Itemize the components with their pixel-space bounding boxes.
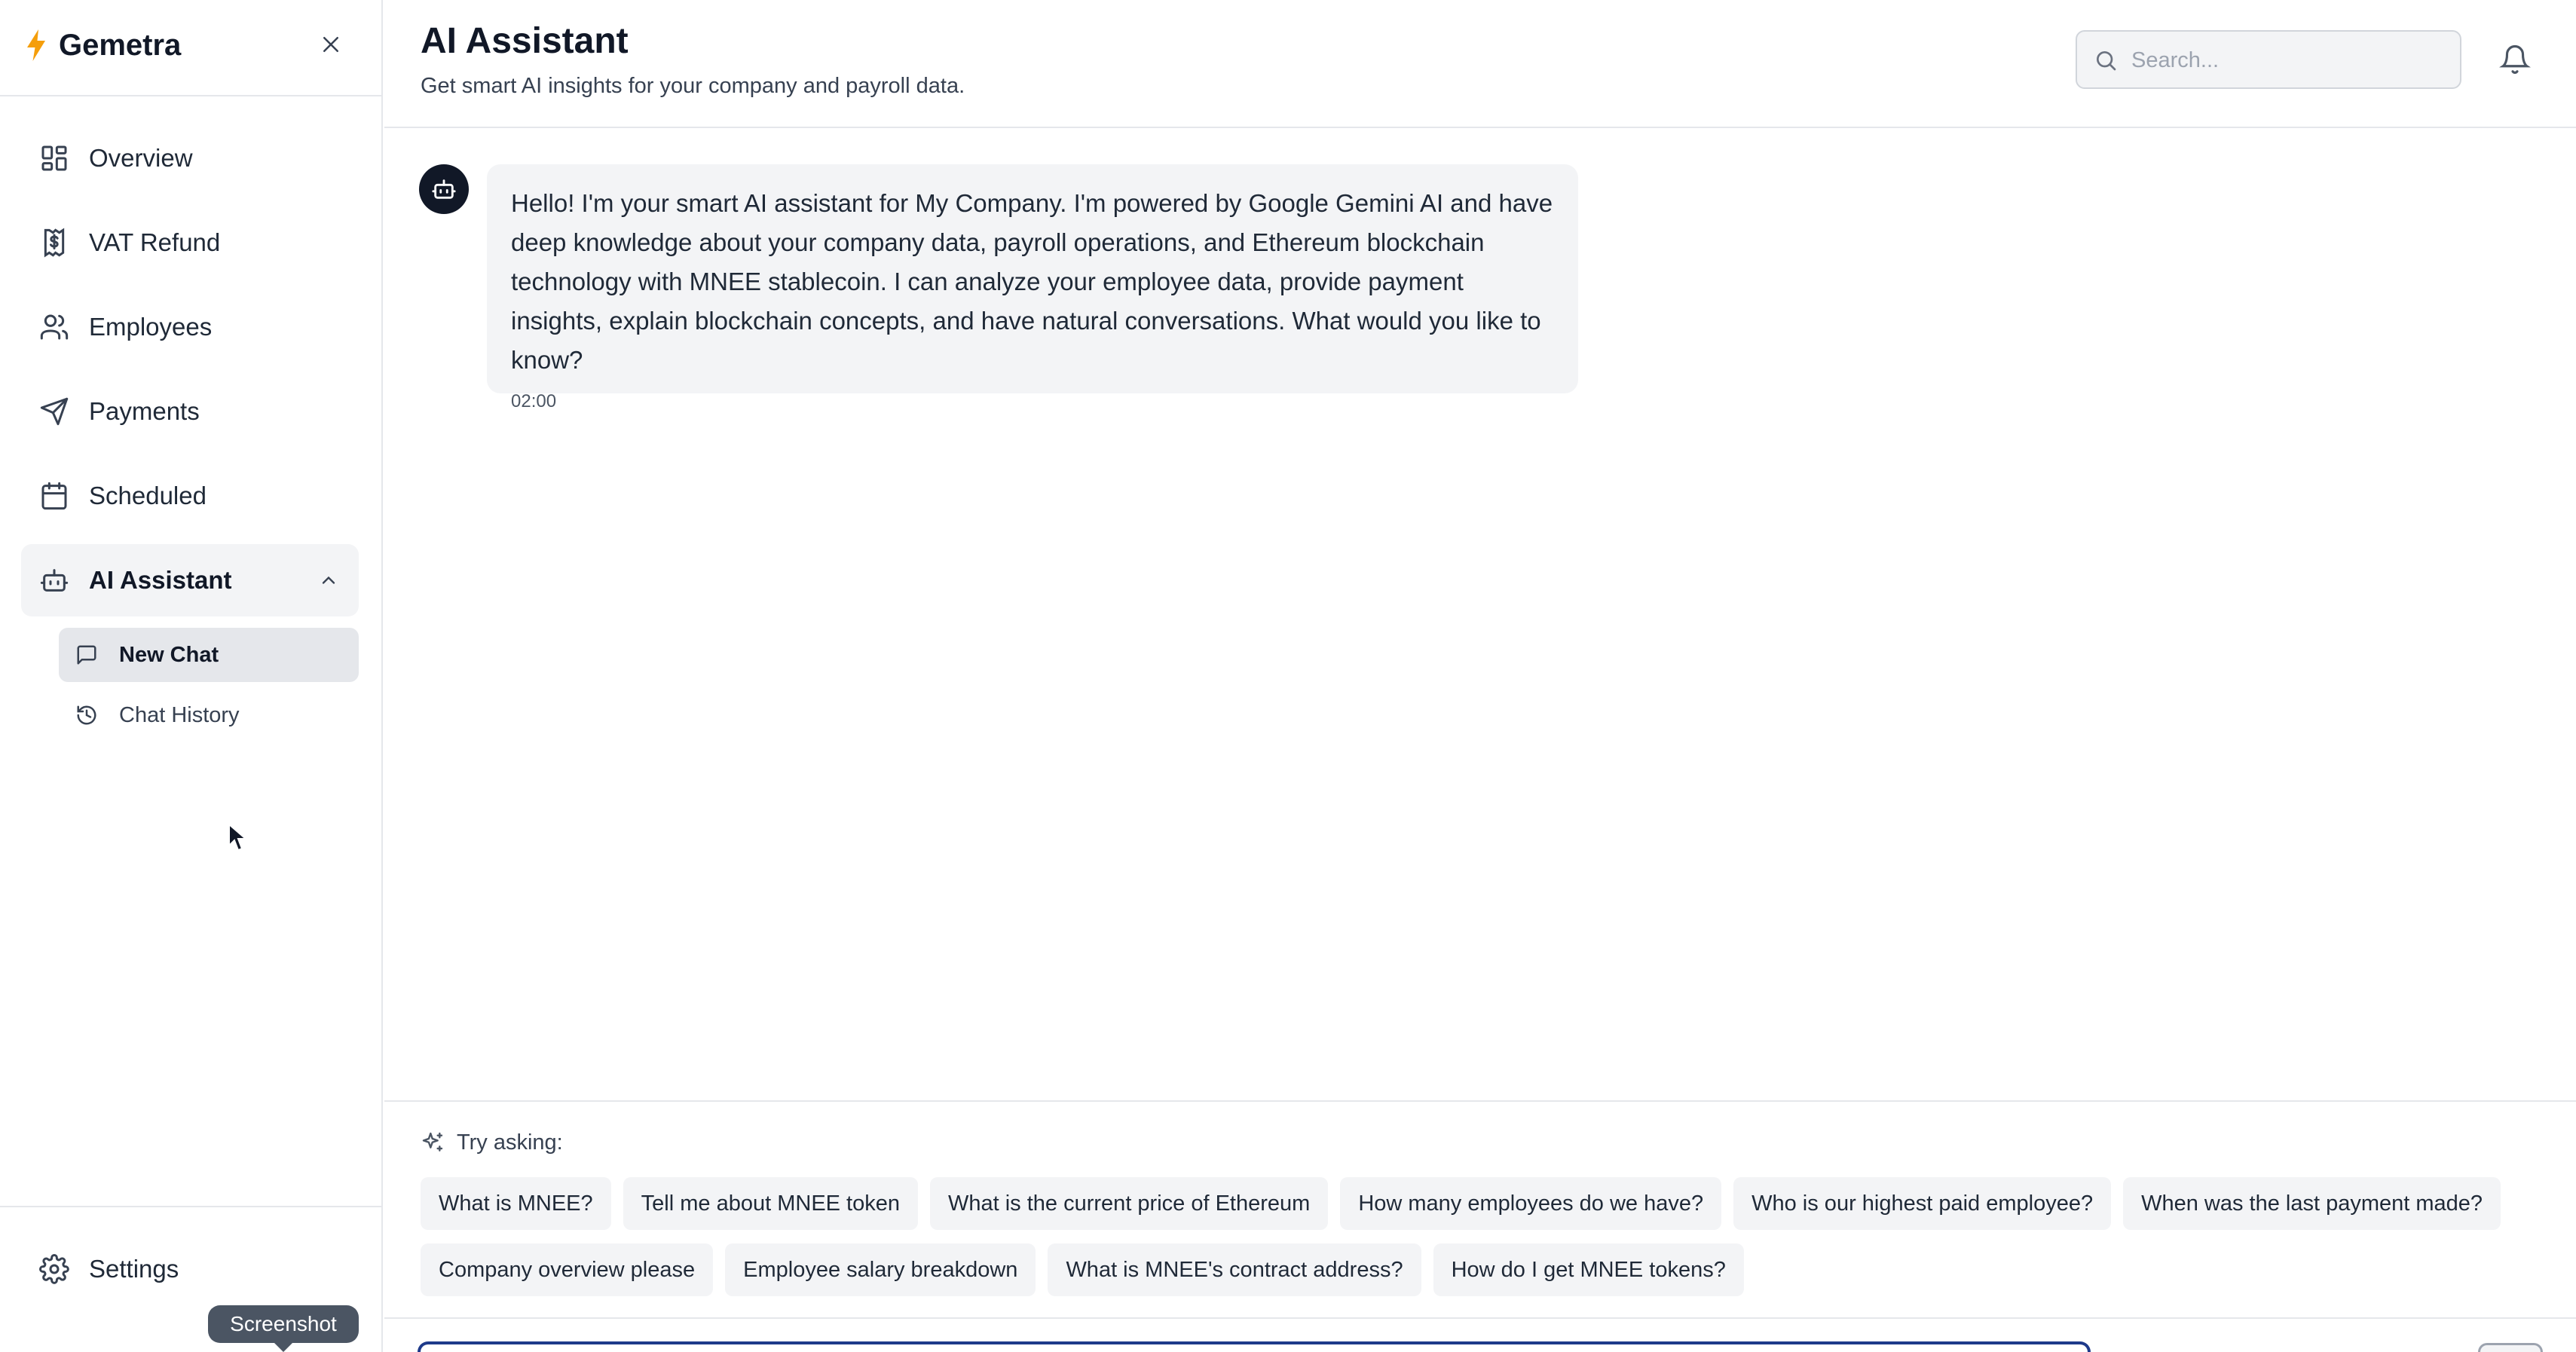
send-icon — [39, 396, 69, 427]
sidebar-item-label: Employees — [89, 313, 213, 341]
message-text: Hello! I'm your smart AI assistant for My Company. I'm powered by Google Gemini AI and have deep knowledge about your company data, payroll operations, and Ethereum blockchain technology with MNEE stablecoin. I can analyze your employee data, provide payment insights, explain blockchain concepts, and have natural conversations. What would you like to know? — [511, 189, 1553, 374]
page-subtitle: Get smart AI insights for your company and payroll data. — [421, 74, 965, 98]
assistant-avatar — [419, 164, 469, 214]
sidebar-item-ai-assistant[interactable] — [21, 544, 359, 616]
suggestion-chip[interactable]: Company overview please — [421, 1243, 713, 1296]
suggestion-chip[interactable]: Tell me about MNEE token — [623, 1177, 918, 1230]
mouse-pointer-icon — [228, 823, 247, 853]
assistant-message — [487, 164, 1578, 411]
page-header — [384, 0, 2576, 128]
sidebar-item-scheduled[interactable] — [21, 460, 359, 532]
search-icon — [2094, 48, 2118, 72]
sidebar-item-label: Scheduled — [89, 482, 207, 509]
bot-icon — [431, 176, 457, 202]
sidebar-subitem-label: New Chat — [119, 643, 219, 667]
message-square-icon — [75, 644, 98, 666]
sidebar-item-label: AI Assistant — [89, 566, 232, 594]
page-title: AI Assistant — [421, 21, 629, 61]
brand-name: Gemetra — [59, 29, 182, 62]
sidebar-item-overview[interactable] — [21, 122, 359, 194]
grid-icon — [39, 143, 69, 173]
suggestion-chip[interactable]: What is the current price of Ethereum — [930, 1177, 1328, 1230]
suggestions-panel — [384, 1100, 2576, 1319]
suggestion-chip[interactable]: How many employees do we have? — [1340, 1177, 1721, 1230]
suggestion-chip[interactable]: What is MNEE? — [421, 1177, 611, 1230]
send-button[interactable] — [2478, 1343, 2543, 1352]
sidebar-item-vat-refund[interactable] — [21, 206, 359, 279]
sidebar-item-label: Settings — [89, 1255, 179, 1283]
sparkles-icon — [421, 1130, 445, 1155]
chevron-up-icon[interactable] — [318, 570, 339, 591]
sidebar-subitem-new-chat[interactable] — [59, 628, 359, 682]
brand-header — [0, 0, 381, 96]
notifications-button[interactable] — [2499, 44, 2531, 75]
sidebar-item-label: Payments — [89, 397, 200, 425]
sidebar-item-label: Overview — [89, 144, 193, 172]
calendar-icon — [39, 481, 69, 511]
sidebar-subitem-label: Chat History — [119, 703, 240, 727]
search-input[interactable] — [2131, 42, 2448, 78]
screenshot-tooltip: Screenshot — [208, 1305, 359, 1343]
users-icon — [39, 312, 69, 342]
receipt-dollar-icon — [39, 228, 69, 258]
suggestion-row-2 — [421, 1243, 1744, 1296]
suggestion-chip[interactable]: Employee salary breakdown — [725, 1243, 1036, 1296]
suggestion-chip[interactable]: How do I get MNEE tokens? — [1433, 1243, 1744, 1296]
close-sidebar-button[interactable] — [315, 29, 347, 60]
try-asking-label: Try asking: — [457, 1130, 563, 1155]
suggestion-chip[interactable]: Who is our highest paid employee? — [1733, 1177, 2111, 1230]
history-icon — [75, 704, 98, 726]
close-icon — [320, 33, 342, 56]
message-timestamp: 02:00 — [511, 391, 557, 411]
sidebar-subitem-chat-history[interactable] — [59, 688, 359, 742]
sidebar — [0, 0, 383, 1352]
bot-icon — [39, 565, 69, 595]
try-asking-header — [421, 1127, 563, 1158]
sidebar-item-label: VAT Refund — [89, 228, 221, 256]
composer-bar — [384, 1317, 2576, 1352]
gear-icon — [39, 1254, 69, 1284]
suggestion-chip[interactable]: When was the last payment made? — [2123, 1177, 2501, 1230]
suggestion-row-1 — [421, 1177, 2501, 1230]
lightning-bolt-icon — [23, 27, 50, 63]
sidebar-item-settings[interactable] — [21, 1233, 359, 1305]
suggestion-chip[interactable]: What is MNEE's contract address? — [1048, 1243, 1421, 1296]
sidebar-item-employees[interactable] — [21, 291, 359, 363]
bell-icon — [2499, 44, 2531, 75]
search-box[interactable] — [2076, 30, 2461, 89]
chat-message-input[interactable] — [418, 1341, 2091, 1352]
sidebar-item-payments[interactable] — [21, 375, 359, 448]
